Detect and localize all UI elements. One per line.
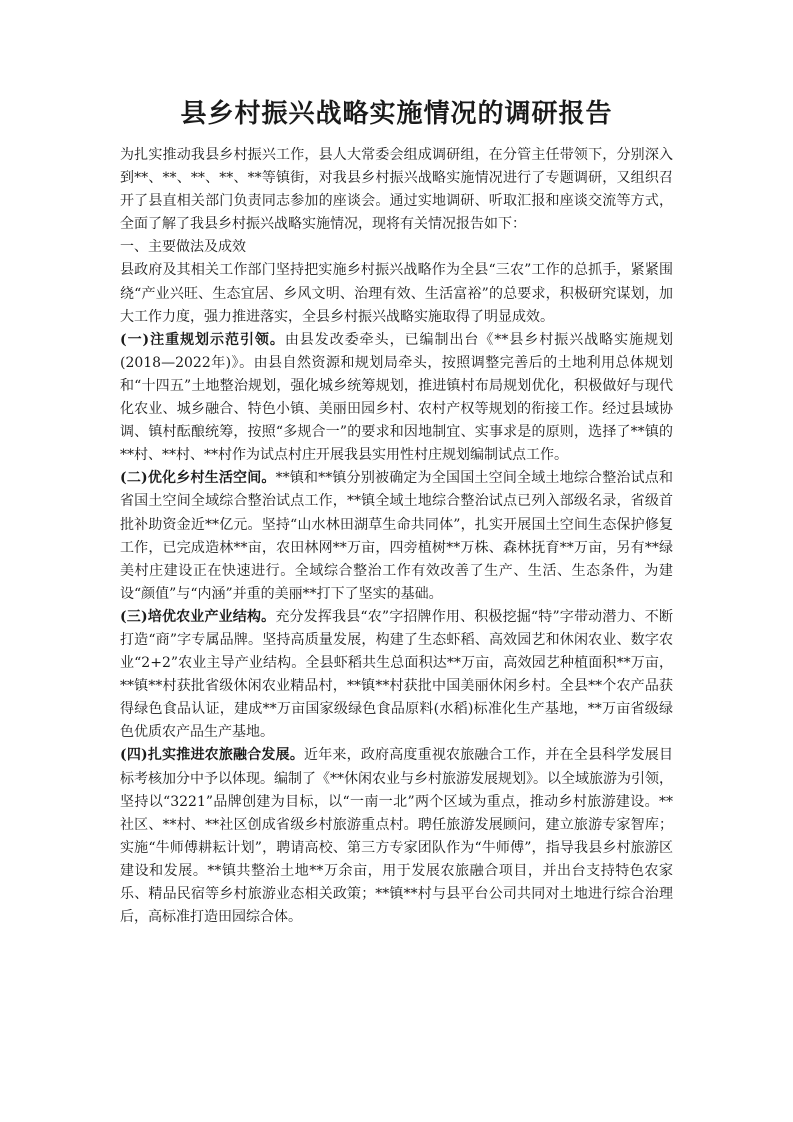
intro-paragraph: 为扎实推动我县乡村振兴工作，县人大常委会组成调研组，在分管主任带领下，分别深入到**、**、**、**、**等镇街，对我县乡村振兴战略实施情况进行了专题调研，又组织召开了县直相关部门负责同志参加的座谈会。通过实地调研、听取汇报和座谈交流等方式，全面了解了我县乡村振兴战略实施情况，现将有关情况报告如下： <box>120 147 673 233</box>
item-paragraph-4 <box>120 744 673 929</box>
item-text-3: 充分发挥我县“农”字招牌作用、积极挖掘“特”字带动潜力、不断打造“商”字专属品牌。坚持高质量发展，构建了生态虾稻、高效园艺和休闲农业、数字农业“2+2”农业主导产业结构。全县虾稻共生总面积达**万亩，高效园艺种植面积**万亩，**镇**村获批省级休闲农业精品村，**镇**村获批中国美丽休闲乡村。全县**个农产品获得绿色食品认证，建成**万亩国家级绿色食品原料(水稻)标准化生产基地，**万亩省级绿色优质农产品生产基地。 <box>120 608 673 741</box>
item-lead-4: (四)扎实推进农旅融合发展。 <box>120 747 305 764</box>
item-lead-3: (三)培优农业产业结构。 <box>120 608 276 625</box>
document-page <box>120 94 673 929</box>
document-title: 县乡村振兴战略实施情况的调研报告 <box>180 99 613 129</box>
item-lead-1: (一)注重规划示范引领。 <box>120 331 285 348</box>
item-lead-2: (二)优化乡村生活空间。 <box>120 470 276 487</box>
item-paragraph-3 <box>120 606 673 745</box>
section-summary: 县政府及其相关工作部门坚持把实施乡村振兴战略作为全县“三农”工作的总抓手，紧紧围绕“产业兴旺、生态宜居、乡风文明、治理有效、生活富裕”的总要求，积极研究谋划，加大工作力度，强力推进落实，全县乡村振兴战略实施取得了明显成效。 <box>120 262 673 325</box>
item-paragraph-1 <box>120 329 673 468</box>
item-text-1: 由县发改委牵头，已编制出台《**县乡村振兴战略实施规划(2018—2022年)》。由县自然资源和规划局牵头，按照调整完善后的土地利用总体规划和“十四五”土地整治规划，强化城乡统筹规划，推进镇村布局规划优化，积极做好与现代化农业、城乡融合、特色小镇、美丽田园乡村、农村产权等规划的衔接工作。经过县域协调、镇村酝酿统筹，按照“多规合一”的要求和因地制宜、实事求是的原则，选择了**镇的**村、**村、**村作为试点村庄开展我县实用性村庄规划编制试点工作。 <box>120 331 673 464</box>
item-text-2: **镇和**镇分别被确定为全国国土空间全域土地综合整治试点和省国土空间全域综合整治试点工作，**镇全域土地综合整治试点已列入部级名录，省级首批补助资金近**亿元。坚持“山水林田湖草生命共同体”，扎实开展国土空间生态保护修复工作，已完成造林**亩，农田林网**万亩，四旁植树**万株、森林抚育**万亩，另有**绿美村庄建设正在快速进行。全域综合整治工作有效改善了生产、生活、生态条件，为建设“颜值”与“内涵”并重的美丽**打下了坚实的基础。 <box>120 470 674 602</box>
section-heading: 一、主要做法及成效 <box>120 239 246 256</box>
item-paragraph-2 <box>120 467 673 606</box>
item-text-4: 近年来，政府高度重视农旅融合工作，并在全县科学发展目标考核加分中予以体现。编制了《**休闲农业与乡村旅游发展规划》。以全域旅游为引领，坚持以“3221”品牌创建为目标，以“一南一北”两个区域为重点，推动乡村旅游建设。**社区、**村、**社区创成省级乡村旅游重点村。聘任旅游发展顾问，建立旅游专家智库；实施“牛师傅耕耘计划”，聘请高校、第三方专家团队作为“牛师傅”，指导我县乡村旅游区建设和发展。**镇共整治土地**万余亩，用于发展农旅融合项目，并出台支持特色农家乐、精品民宿等乡村旅游业态相关政策；**镇**村与县平台公司共同对土地进行综合治理后，高标准打造田园综合体。 <box>120 747 673 926</box>
